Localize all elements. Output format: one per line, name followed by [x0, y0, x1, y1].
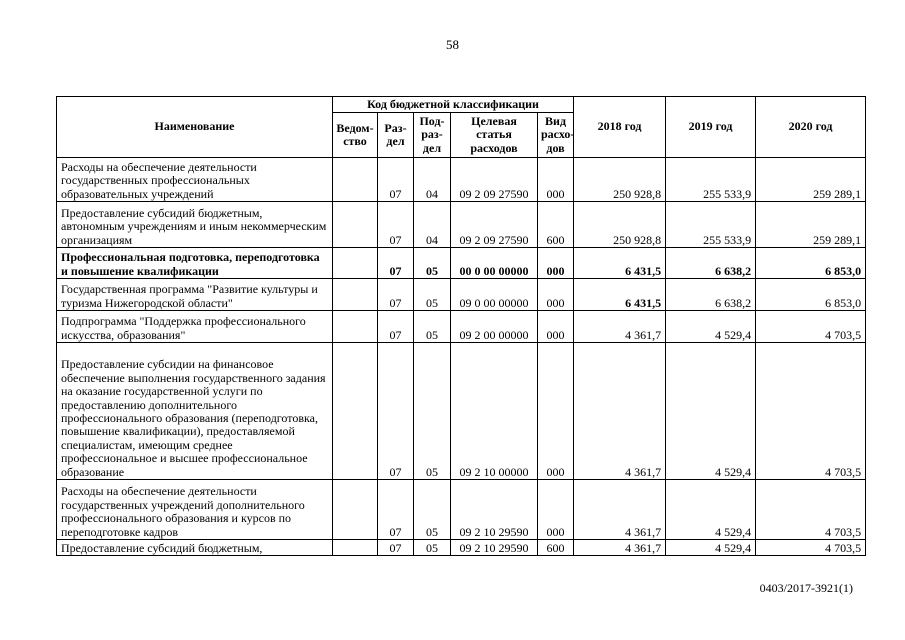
row-celevaya: 09 2 00 00000: [451, 311, 538, 343]
header-celevaya: Целевая статья расходов: [451, 113, 538, 158]
row-ved: [333, 279, 378, 311]
table-row: [57, 279, 866, 311]
budget-table: [56, 96, 866, 556]
row-podrazdel: 05: [414, 540, 451, 556]
row-ved: [333, 311, 378, 343]
row-2019: 6 638,2: [666, 248, 756, 279]
row-name: Подпрограмма "Поддержка профессионального искусства, образования": [57, 311, 333, 343]
header-vedomstvo: Ведом-ство: [333, 113, 378, 158]
row-ved: [333, 202, 378, 248]
row-name: Предоставление субсидии на финансовое обеспечение выполнения государственного задания на оказание государственной услуги по предоставлению дополнительного профессионального образования (переподготовка, повышение квалификации), предоставляемой специалистам, имеющим среднее профессиональное и высшее профессиональное образование: [57, 343, 333, 480]
row-razdel: 07: [378, 158, 414, 202]
row-razdel: 07: [378, 279, 414, 311]
row-ved: [333, 343, 378, 480]
row-vid: 000: [538, 343, 574, 480]
row-vid: 000: [538, 158, 574, 202]
row-2019: 4 529,4: [666, 343, 756, 480]
row-podrazdel: 05: [414, 279, 451, 311]
table-row: [57, 343, 866, 480]
row-podrazdel: 05: [414, 343, 451, 480]
row-celevaya: 09 2 10 00000: [451, 343, 538, 480]
row-name: Профессиональная подготовка, переподготовка и повышение квалификации: [57, 248, 333, 279]
row-2020: 259 289,1: [756, 158, 866, 202]
row-2020: 4 703,5: [756, 343, 866, 480]
budget-table-wrapper: [56, 96, 865, 556]
row-celevaya: 09 0 00 00000: [451, 279, 538, 311]
row-vid: 000: [538, 248, 574, 279]
row-2019: 4 529,4: [666, 540, 756, 556]
row-razdel: 07: [378, 540, 414, 556]
row-podrazdel: 05: [414, 311, 451, 343]
page-number: 58: [446, 37, 459, 52]
table-row: [57, 480, 866, 540]
row-name: Расходы на обеспечение деятельности государственных учреждений дополнительного профессионального образования и курсов по переподготовке кадров: [57, 480, 333, 540]
row-podrazdel: 04: [414, 158, 451, 202]
header-razdel: Раз-дел: [378, 113, 414, 158]
row-2019: 255 533,9: [666, 202, 756, 248]
header-name: Наименование: [57, 97, 333, 158]
row-vid: 000: [538, 311, 574, 343]
row-2018: 4 361,7: [574, 311, 666, 343]
row-2018: 250 928,8: [574, 202, 666, 248]
row-razdel: 07: [378, 311, 414, 343]
row-2020: 259 289,1: [756, 202, 866, 248]
header-2018: 2018 год: [574, 97, 666, 158]
row-vid: 000: [538, 480, 574, 540]
row-celevaya: 09 2 09 27590: [451, 202, 538, 248]
row-2020: 6 853,0: [756, 279, 866, 311]
row-2020: 6 853,0: [756, 248, 866, 279]
table-row: [57, 202, 866, 248]
row-ved: [333, 540, 378, 556]
row-2018: 4 361,7: [574, 480, 666, 540]
row-2018: 6 431,5: [574, 279, 666, 311]
row-2020: 4 703,5: [756, 540, 866, 556]
header-podrazdel: Под-раз-дел: [414, 113, 451, 158]
header-2019: 2019 год: [666, 97, 756, 158]
row-ved: [333, 248, 378, 279]
row-podrazdel: 04: [414, 202, 451, 248]
document-code: 0403/2017-3921(1): [759, 581, 853, 595]
row-celevaya: 00 0 00 00000: [451, 248, 538, 279]
table-row: [57, 248, 866, 279]
table-row: [57, 540, 866, 556]
row-ved: [333, 158, 378, 202]
row-vid: 600: [538, 540, 574, 556]
row-razdel: 07: [378, 248, 414, 279]
row-name: Государственная программа "Развитие культуры и туризма Нижегородской области": [57, 279, 333, 311]
row-2019: 255 533,9: [666, 158, 756, 202]
row-vid: 000: [538, 279, 574, 311]
row-name: Расходы на обеспечение деятельности государственных профессиональных образовательных учреждений: [57, 158, 333, 202]
row-name: Предоставление субсидий бюджетным, автономным учреждениям и иным некоммерческим организациям: [57, 202, 333, 248]
row-razdel: 07: [378, 343, 414, 480]
row-name: Предоставление субсидий бюджетным,: [57, 540, 333, 556]
row-2018: 4 361,7: [574, 540, 666, 556]
row-celevaya: 09 2 10 29590: [451, 480, 538, 540]
row-vid: 600: [538, 202, 574, 248]
row-2019: 4 529,4: [666, 480, 756, 540]
row-podrazdel: 05: [414, 248, 451, 279]
header-code-group: Код бюджетной классификации: [333, 97, 574, 113]
row-2020: 4 703,5: [756, 311, 866, 343]
row-razdel: 07: [378, 480, 414, 540]
row-celevaya: 09 2 09 27590: [451, 158, 538, 202]
row-2019: 4 529,4: [666, 311, 756, 343]
header-2020: 2020 год: [756, 97, 866, 158]
table-row: [57, 311, 866, 343]
row-2018: 6 431,5: [574, 248, 666, 279]
row-2018: 4 361,7: [574, 343, 666, 480]
header-vid: Вид расхо-дов: [538, 113, 574, 158]
row-2019: 6 638,2: [666, 279, 756, 311]
row-celevaya: 09 2 10 29590: [451, 540, 538, 556]
table-row: [57, 158, 866, 202]
row-2020: 4 703,5: [756, 480, 866, 540]
row-2018: 250 928,8: [574, 158, 666, 202]
row-ved: [333, 480, 378, 540]
row-razdel: 07: [378, 202, 414, 248]
row-podrazdel: 05: [414, 480, 451, 540]
